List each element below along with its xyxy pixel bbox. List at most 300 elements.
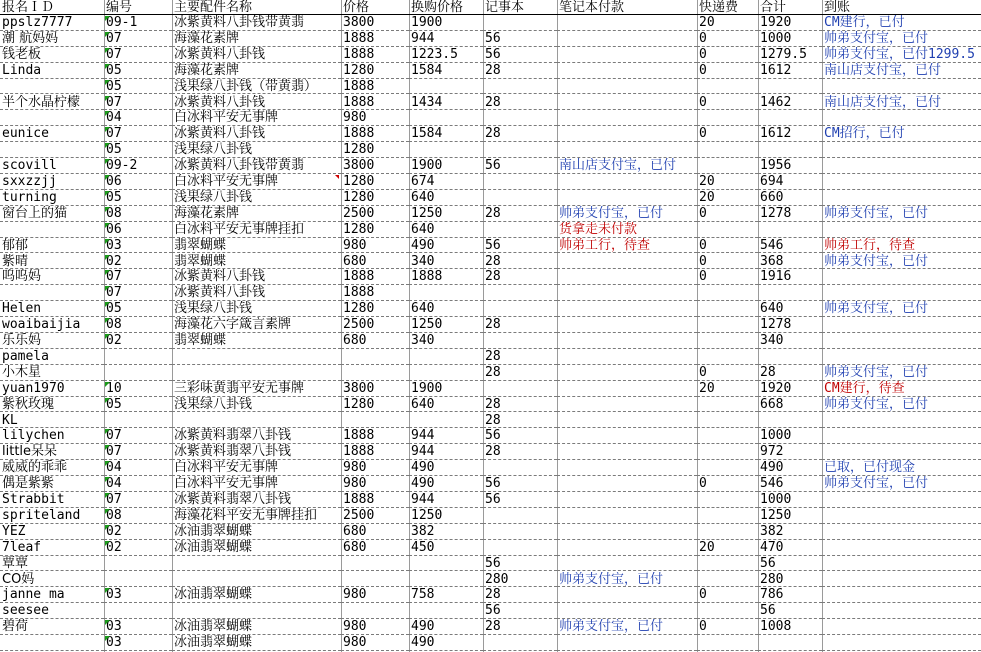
cell-shipping[interactable]: [697, 413, 758, 429]
cell-payment[interactable]: 帅弟支付宝，已付: [557, 572, 697, 588]
cell-price[interactable]: 1888: [341, 126, 409, 142]
cell-item[interactable]: 浅果绿八卦钱: [172, 190, 341, 206]
cell-status[interactable]: [822, 556, 981, 572]
cell-code[interactable]: 03: [104, 238, 172, 254]
cell-id[interactable]: 钱老板: [0, 47, 104, 63]
cell-id[interactable]: lilychen: [0, 428, 104, 444]
cell-id[interactable]: 紫秋玫瑰: [0, 397, 104, 413]
cell-price[interactable]: [341, 365, 409, 381]
cell-shipping[interactable]: 0: [697, 476, 758, 492]
cell-id[interactable]: 乐乐妈: [0, 333, 104, 349]
cell-total[interactable]: 1462: [758, 95, 822, 111]
cell-payment[interactable]: [557, 492, 697, 508]
cell-status[interactable]: [822, 603, 981, 619]
cell-note[interactable]: [483, 301, 557, 317]
cell-note[interactable]: 28: [483, 413, 557, 429]
cell-swap[interactable]: [409, 110, 483, 126]
cell-code[interactable]: 07: [104, 285, 172, 301]
cell-code[interactable]: 07: [104, 95, 172, 111]
cell-shipping[interactable]: 0: [697, 31, 758, 47]
cell-payment[interactable]: [557, 476, 697, 492]
cell-id[interactable]: Helen: [0, 301, 104, 317]
cell-note[interactable]: 56: [483, 556, 557, 572]
cell-id[interactable]: [0, 635, 104, 651]
cell-item[interactable]: 冰紫黄料八卦钱: [172, 269, 341, 285]
cell-shipping[interactable]: 20: [697, 190, 758, 206]
cell-swap[interactable]: 1584: [409, 126, 483, 142]
cell-note[interactable]: [483, 540, 557, 556]
cell-total[interactable]: 340: [758, 333, 822, 349]
cell-shipping[interactable]: 0: [697, 619, 758, 635]
cell-total[interactable]: 1920: [758, 15, 822, 31]
cell-id[interactable]: [0, 110, 104, 126]
cell-status[interactable]: 帅弟支付宝，已付: [822, 301, 981, 317]
cell-payment[interactable]: [557, 540, 697, 556]
header-col-price[interactable]: 价格: [341, 0, 409, 15]
cell-total[interactable]: 56: [758, 603, 822, 619]
cell-item[interactable]: 浅果绿八卦钱: [172, 142, 341, 158]
cell-payment[interactable]: [557, 603, 697, 619]
cell-payment[interactable]: [557, 365, 697, 381]
cell-status[interactable]: [822, 492, 981, 508]
cell-total[interactable]: 368: [758, 254, 822, 270]
cell-shipping[interactable]: [697, 301, 758, 317]
cell-total[interactable]: 1279.5: [758, 47, 822, 63]
cell-item[interactable]: 翡翠蝴蝶: [172, 333, 341, 349]
cell-id[interactable]: 偶是紫紫: [0, 476, 104, 492]
cell-note[interactable]: 28: [483, 254, 557, 270]
cell-item[interactable]: 海藻花六字箴言素牌: [172, 317, 341, 333]
cell-code[interactable]: 07: [104, 428, 172, 444]
cell-item[interactable]: 冰油翡翠蝴蝶: [172, 635, 341, 651]
cell-status[interactable]: 帅弟支付宝，已付: [822, 254, 981, 270]
cell-shipping[interactable]: [697, 349, 758, 365]
cell-id[interactable]: [0, 222, 104, 238]
cell-item[interactable]: 海藻花素牌: [172, 31, 341, 47]
cell-price[interactable]: [341, 413, 409, 429]
cell-shipping[interactable]: [697, 142, 758, 158]
cell-id[interactable]: little呆呆: [0, 444, 104, 460]
cell-item[interactable]: [172, 603, 341, 619]
cell-swap[interactable]: 1900: [409, 381, 483, 397]
cell-shipping[interactable]: [697, 317, 758, 333]
cell-shipping[interactable]: 0: [697, 63, 758, 79]
cell-item[interactable]: 海藻花料平安无事牌挂扣: [172, 508, 341, 524]
header-col-note[interactable]: 记事本: [483, 0, 557, 15]
cell-note[interactable]: [483, 285, 557, 301]
cell-item[interactable]: 冰紫黄料翡翠八卦钱: [172, 428, 341, 444]
cell-payment[interactable]: 南山店支付宝，已付: [557, 158, 697, 174]
cell-item[interactable]: 冰紫黄料翡翠八卦钱: [172, 444, 341, 460]
cell-payment[interactable]: 货拿走未付款: [557, 222, 697, 238]
cell-status[interactable]: 帅弟支付宝，已付: [822, 397, 981, 413]
cell-code[interactable]: 02: [104, 333, 172, 349]
cell-status[interactable]: 南山店支付宝，已付: [822, 95, 981, 111]
cell-price[interactable]: 3800: [341, 15, 409, 31]
cell-note[interactable]: 28: [483, 587, 557, 603]
cell-status[interactable]: 帅弟支付宝，已付1299.5: [822, 47, 981, 63]
cell-price[interactable]: 1280: [341, 142, 409, 158]
header-col-payment[interactable]: 笔记本付款: [557, 0, 697, 15]
cell-total[interactable]: 546: [758, 238, 822, 254]
cell-id[interactable]: [0, 285, 104, 301]
cell-id[interactable]: Strabbit: [0, 492, 104, 508]
cell-payment[interactable]: [557, 333, 697, 349]
cell-price[interactable]: 980: [341, 619, 409, 635]
cell-code[interactable]: 05: [104, 301, 172, 317]
cell-price[interactable]: 3800: [341, 158, 409, 174]
cell-status[interactable]: CM建行，待查: [822, 381, 981, 397]
cell-code[interactable]: 03: [104, 587, 172, 603]
cell-swap[interactable]: 1584: [409, 63, 483, 79]
cell-item[interactable]: 冰油翡翠蝴蝶: [172, 524, 341, 540]
cell-price[interactable]: 1888: [341, 31, 409, 47]
cell-code[interactable]: 05: [104, 190, 172, 206]
header-col-item[interactable]: 主要配件名称: [172, 0, 341, 15]
cell-payment[interactable]: [557, 110, 697, 126]
cell-price[interactable]: 1888: [341, 444, 409, 460]
cell-code[interactable]: 04: [104, 110, 172, 126]
cell-note[interactable]: [483, 15, 557, 31]
cell-id[interactable]: 窗台上的猫: [0, 206, 104, 222]
cell-total[interactable]: 1250: [758, 508, 822, 524]
cell-code[interactable]: [104, 603, 172, 619]
cell-item[interactable]: 冰紫黄料八卦钱: [172, 285, 341, 301]
cell-total[interactable]: 1916: [758, 269, 822, 285]
cell-status[interactable]: 帅弟支付宝，已付: [822, 365, 981, 381]
cell-swap[interactable]: 340: [409, 333, 483, 349]
cell-note[interactable]: 56: [483, 238, 557, 254]
cell-item[interactable]: 白冰料平安无事牌: [172, 460, 341, 476]
cell-swap[interactable]: 640: [409, 301, 483, 317]
cell-code[interactable]: 02: [104, 524, 172, 540]
cell-price[interactable]: 1280: [341, 397, 409, 413]
cell-code[interactable]: 06: [104, 174, 172, 190]
cell-swap[interactable]: 450: [409, 540, 483, 556]
cell-status[interactable]: 帅弟工行，待查: [822, 238, 981, 254]
header-col-swap[interactable]: 换购价格: [409, 0, 483, 15]
cell-code[interactable]: 09-1: [104, 15, 172, 31]
cell-total[interactable]: 668: [758, 397, 822, 413]
cell-status[interactable]: [822, 190, 981, 206]
cell-status[interactable]: [822, 413, 981, 429]
cell-code[interactable]: 03: [104, 619, 172, 635]
cell-payment[interactable]: [557, 556, 697, 572]
cell-payment[interactable]: [557, 31, 697, 47]
cell-swap[interactable]: [409, 79, 483, 95]
cell-payment[interactable]: [557, 635, 697, 651]
cell-code[interactable]: 07: [104, 492, 172, 508]
cell-code[interactable]: 06: [104, 222, 172, 238]
cell-item[interactable]: 冰紫黄料八卦钱带黄翡: [172, 158, 341, 174]
cell-status[interactable]: [822, 142, 981, 158]
cell-total[interactable]: 786: [758, 587, 822, 603]
cell-total[interactable]: 546: [758, 476, 822, 492]
cell-shipping[interactable]: [697, 428, 758, 444]
cell-total[interactable]: 694: [758, 174, 822, 190]
cell-code[interactable]: 08: [104, 206, 172, 222]
cell-price[interactable]: 980: [341, 238, 409, 254]
cell-price[interactable]: [341, 349, 409, 365]
cell-payment[interactable]: [557, 349, 697, 365]
cell-status[interactable]: [822, 428, 981, 444]
cell-price[interactable]: 680: [341, 524, 409, 540]
cell-item[interactable]: [172, 556, 341, 572]
cell-note[interactable]: 28: [483, 444, 557, 460]
cell-note[interactable]: 56: [483, 603, 557, 619]
cell-id[interactable]: janne ma: [0, 587, 104, 603]
cell-code[interactable]: [104, 349, 172, 365]
cell-shipping[interactable]: [697, 79, 758, 95]
cell-shipping[interactable]: [697, 508, 758, 524]
cell-note[interactable]: 28: [483, 206, 557, 222]
cell-shipping[interactable]: 0: [697, 126, 758, 142]
header-col-shipping[interactable]: 快递费: [697, 0, 758, 15]
cell-payment[interactable]: [557, 174, 697, 190]
cell-price[interactable]: 1888: [341, 428, 409, 444]
cell-item[interactable]: 冰紫黄料翡翠八卦钱: [172, 492, 341, 508]
cell-code[interactable]: 03: [104, 635, 172, 651]
cell-total[interactable]: 1956: [758, 158, 822, 174]
cell-note[interactable]: [483, 142, 557, 158]
cell-price[interactable]: 980: [341, 110, 409, 126]
cell-code[interactable]: 02: [104, 540, 172, 556]
cell-price[interactable]: 1888: [341, 492, 409, 508]
cell-total[interactable]: [758, 349, 822, 365]
cell-swap[interactable]: 674: [409, 174, 483, 190]
cell-code[interactable]: [104, 572, 172, 588]
cell-code[interactable]: 04: [104, 460, 172, 476]
cell-item[interactable]: 冰紫黄料八卦钱: [172, 95, 341, 111]
cell-payment[interactable]: [557, 63, 697, 79]
cell-code[interactable]: 09-2: [104, 158, 172, 174]
cell-price[interactable]: 680: [341, 333, 409, 349]
cell-code[interactable]: 05: [104, 79, 172, 95]
cell-shipping[interactable]: [697, 444, 758, 460]
cell-swap[interactable]: 944: [409, 444, 483, 460]
cell-status[interactable]: [822, 333, 981, 349]
cell-swap[interactable]: [409, 285, 483, 301]
cell-id[interactable]: turning: [0, 190, 104, 206]
cell-total[interactable]: [758, 110, 822, 126]
cell-id[interactable]: eunice: [0, 126, 104, 142]
cell-swap[interactable]: [409, 142, 483, 158]
cell-swap[interactable]: [409, 365, 483, 381]
cell-price[interactable]: 1888: [341, 95, 409, 111]
cell-price[interactable]: 980: [341, 635, 409, 651]
cell-note[interactable]: [483, 174, 557, 190]
cell-price[interactable]: 1888: [341, 269, 409, 285]
cell-price[interactable]: 1888: [341, 79, 409, 95]
cell-swap[interactable]: 340: [409, 254, 483, 270]
cell-code[interactable]: 02: [104, 254, 172, 270]
cell-shipping[interactable]: [697, 556, 758, 572]
cell-swap[interactable]: 640: [409, 190, 483, 206]
cell-status[interactable]: 帅弟支付宝，已付: [822, 206, 981, 222]
cell-payment[interactable]: [557, 381, 697, 397]
cell-item[interactable]: 冰紫黄料八卦钱带黄翡: [172, 15, 341, 31]
cell-id[interactable]: woaibaijia: [0, 317, 104, 333]
cell-status[interactable]: [822, 444, 981, 460]
cell-note[interactable]: 28: [483, 95, 557, 111]
cell-code[interactable]: 08: [104, 508, 172, 524]
cell-swap[interactable]: 1434: [409, 95, 483, 111]
cell-price[interactable]: 1280: [341, 190, 409, 206]
cell-status[interactable]: 已取，已付现金: [822, 460, 981, 476]
cell-item[interactable]: 白冰料平安无事牌: [172, 476, 341, 492]
cell-code[interactable]: 07: [104, 47, 172, 63]
cell-status[interactable]: 帅弟支付宝，已付: [822, 31, 981, 47]
cell-price[interactable]: 2500: [341, 317, 409, 333]
cell-swap[interactable]: [409, 556, 483, 572]
cell-shipping[interactable]: [697, 603, 758, 619]
cell-total[interactable]: 1278: [758, 317, 822, 333]
cell-id[interactable]: 紫晴: [0, 254, 104, 270]
cell-shipping[interactable]: [697, 397, 758, 413]
cell-status[interactable]: [822, 635, 981, 651]
cell-payment[interactable]: [557, 524, 697, 540]
cell-note[interactable]: 28: [483, 397, 557, 413]
cell-note[interactable]: 28: [483, 349, 557, 365]
cell-swap[interactable]: [409, 603, 483, 619]
cell-payment[interactable]: [557, 126, 697, 142]
cell-swap[interactable]: 490: [409, 635, 483, 651]
cell-status[interactable]: [822, 222, 981, 238]
cell-status[interactable]: CM建行，已付: [822, 15, 981, 31]
cell-shipping[interactable]: [697, 158, 758, 174]
cell-status[interactable]: CM招行，已付: [822, 126, 981, 142]
cell-code[interactable]: 07: [104, 269, 172, 285]
cell-status[interactable]: [822, 619, 981, 635]
cell-total[interactable]: [758, 635, 822, 651]
cell-shipping[interactable]: [697, 333, 758, 349]
cell-shipping[interactable]: [697, 492, 758, 508]
cell-shipping[interactable]: [697, 460, 758, 476]
cell-swap[interactable]: 1900: [409, 158, 483, 174]
cell-total[interactable]: 1008: [758, 619, 822, 635]
cell-total[interactable]: 382: [758, 524, 822, 540]
cell-payment[interactable]: [557, 444, 697, 460]
cell-status[interactable]: [822, 174, 981, 190]
cell-shipping[interactable]: 0: [697, 47, 758, 63]
cell-code[interactable]: 07: [104, 126, 172, 142]
cell-swap[interactable]: 944: [409, 31, 483, 47]
cell-note[interactable]: [483, 222, 557, 238]
cell-item[interactable]: [172, 413, 341, 429]
cell-item[interactable]: 三彩味黄翡平安无事牌: [172, 381, 341, 397]
cell-status[interactable]: [822, 110, 981, 126]
cell-payment[interactable]: 帅弟支付宝，已付: [557, 206, 697, 222]
cell-code[interactable]: 10: [104, 381, 172, 397]
cell-item[interactable]: [172, 572, 341, 588]
cell-id[interactable]: 半个水晶柠檬: [0, 95, 104, 111]
cell-code[interactable]: 05: [104, 397, 172, 413]
cell-code[interactable]: 05: [104, 63, 172, 79]
cell-total[interactable]: 640: [758, 301, 822, 317]
cell-id[interactable]: ppslz7777: [0, 15, 104, 31]
cell-note[interactable]: 28: [483, 619, 557, 635]
cell-code[interactable]: [104, 556, 172, 572]
cell-swap[interactable]: 490: [409, 238, 483, 254]
header-col-id[interactable]: 报名ＩＤ: [0, 0, 104, 15]
cell-note[interactable]: [483, 110, 557, 126]
header-col-total[interactable]: 合计: [758, 0, 822, 15]
header-col-code[interactable]: 编号: [104, 0, 172, 15]
cell-swap[interactable]: 490: [409, 619, 483, 635]
cell-item[interactable]: 白冰料平安无事牌挂扣: [172, 222, 341, 238]
cell-total[interactable]: 1920: [758, 381, 822, 397]
cell-price[interactable]: 1280: [341, 222, 409, 238]
cell-payment[interactable]: [557, 508, 697, 524]
cell-note[interactable]: [483, 524, 557, 540]
cell-id[interactable]: yuan1970: [0, 381, 104, 397]
cell-payment[interactable]: [557, 317, 697, 333]
cell-item[interactable]: 冰紫黄料八卦钱: [172, 126, 341, 142]
cell-status[interactable]: [822, 540, 981, 556]
cell-price[interactable]: 1280: [341, 174, 409, 190]
cell-shipping[interactable]: 20: [697, 15, 758, 31]
cell-status[interactable]: [822, 317, 981, 333]
cell-swap[interactable]: [409, 572, 483, 588]
cell-payment[interactable]: [557, 301, 697, 317]
cell-item[interactable]: 白冰料平安无事牌: [172, 174, 341, 190]
cell-price[interactable]: 980: [341, 587, 409, 603]
cell-shipping[interactable]: 20: [697, 540, 758, 556]
cell-total[interactable]: [758, 222, 822, 238]
cell-shipping[interactable]: [697, 222, 758, 238]
cell-payment[interactable]: [557, 587, 697, 603]
cell-total[interactable]: [758, 142, 822, 158]
cell-note[interactable]: [483, 460, 557, 476]
cell-shipping[interactable]: 0: [697, 238, 758, 254]
cell-id[interactable]: CO妈: [0, 572, 104, 588]
cell-payment[interactable]: [557, 428, 697, 444]
cell-id[interactable]: Linda: [0, 63, 104, 79]
cell-item[interactable]: 翡翠蝴蝶: [172, 238, 341, 254]
cell-shipping[interactable]: [697, 572, 758, 588]
cell-note[interactable]: 56: [483, 476, 557, 492]
cell-price[interactable]: 980: [341, 460, 409, 476]
cell-total[interactable]: 660: [758, 190, 822, 206]
cell-swap[interactable]: 1900: [409, 15, 483, 31]
cell-swap[interactable]: 640: [409, 397, 483, 413]
cell-total[interactable]: 972: [758, 444, 822, 460]
cell-id[interactable]: 碧荷: [0, 619, 104, 635]
cell-total[interactable]: 56: [758, 556, 822, 572]
cell-note[interactable]: 280: [483, 572, 557, 588]
cell-item[interactable]: 海藻花素牌: [172, 206, 341, 222]
cell-status[interactable]: [822, 269, 981, 285]
cell-total[interactable]: 490: [758, 460, 822, 476]
cell-note[interactable]: 56: [483, 492, 557, 508]
cell-id[interactable]: 郁郁: [0, 238, 104, 254]
cell-code[interactable]: [104, 365, 172, 381]
cell-shipping[interactable]: [697, 110, 758, 126]
cell-id[interactable]: YEZ: [0, 524, 104, 540]
cell-total[interactable]: [758, 79, 822, 95]
cell-shipping[interactable]: 0: [697, 269, 758, 285]
cell-total[interactable]: 1000: [758, 31, 822, 47]
cell-item[interactable]: 翡翠蝴蝶: [172, 254, 341, 270]
cell-note[interactable]: [483, 381, 557, 397]
cell-id[interactable]: [0, 79, 104, 95]
cell-item[interactable]: 浅果绿八卦钱: [172, 301, 341, 317]
cell-swap[interactable]: 1250: [409, 317, 483, 333]
cell-id[interactable]: [0, 142, 104, 158]
cell-swap[interactable]: 1888: [409, 269, 483, 285]
cell-id[interactable]: spriteland: [0, 508, 104, 524]
cell-note[interactable]: 28: [483, 317, 557, 333]
